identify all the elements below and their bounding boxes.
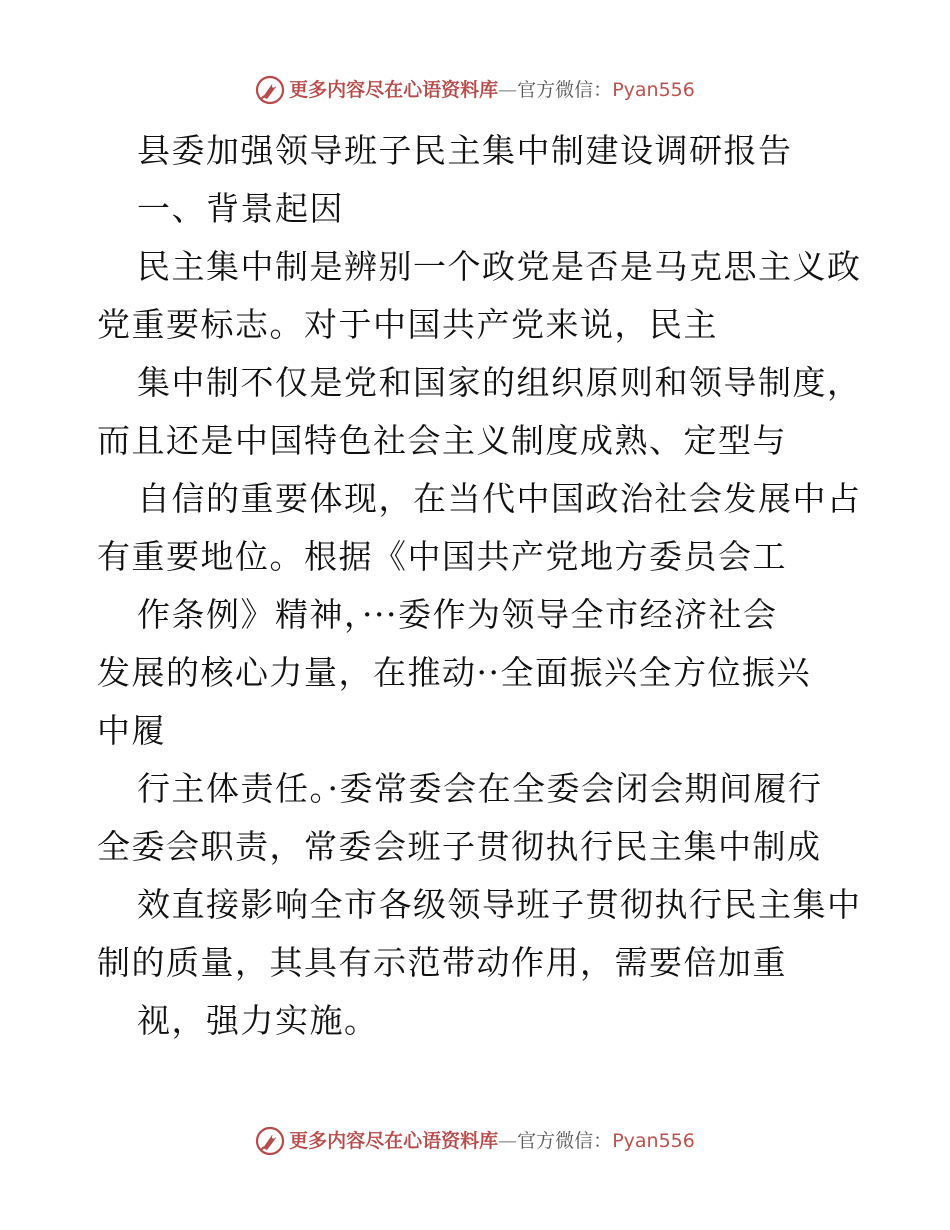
banner-wechat-handle: Pyan556 [612,1130,695,1152]
header-watermark-banner [0,75,950,105]
body-line: 有重要地位。根据《中国共产党地方委员会工 [97,537,787,576]
body-line: 视，强力实施。 [137,1001,379,1040]
body-line: 而且还是中国特色社会主义制度成熟、定型与 [97,421,787,460]
body-line: 全委会职责，常委会班子贯彻执行民主集中制成 [97,827,822,866]
body-line: 制的质量，其具有示范带动作用，需要倍加重 [97,943,787,982]
banner-wechat-handle: Pyan556 [612,79,695,101]
body-line: 民主集中制是辨别一个政党是否是马克思主义政 [137,247,862,286]
pen-nib-icon [255,1126,285,1156]
body-line: 行主体责任。·委常委会在全委会闭会期间履行 [137,769,823,808]
body-line: 自信的重要体现，在当代中国政治社会发展中占 [137,479,862,518]
body-line: 党重要标志。对于中国共产党来说，民主 [97,305,718,344]
banner-wechat-label: 官方微信： [517,79,613,101]
banner-lead-text: 更多内容尽在心语资料库 [289,79,499,101]
banner-lead-text: 更多内容尽在心语资料库 [289,1130,499,1152]
body-line: 发展的核心力量，在推动··全面振兴全方位振兴 [97,653,811,692]
footer-watermark-banner [0,1126,950,1156]
section-heading: 一、背景起因 [137,189,344,228]
banner-separator: — [498,79,518,101]
body-line: 效直接影响全市各级领导班子贯彻执行民主集中 [137,885,862,924]
document-title: 县委加强领导班子民主集中制建设调研报告 [137,131,793,170]
document-body [97,122,862,1050]
body-line: 中履 [97,711,166,750]
banner-separator: — [498,1130,518,1152]
body-line: 集中制不仅是党和国家的组织原则和领导制度， [137,363,862,402]
pen-nib-icon [255,75,285,105]
banner-wechat-label: 官方微信： [517,1130,613,1152]
body-line: 作条例》精神，···委作为领导全市经济社会 [137,595,778,634]
